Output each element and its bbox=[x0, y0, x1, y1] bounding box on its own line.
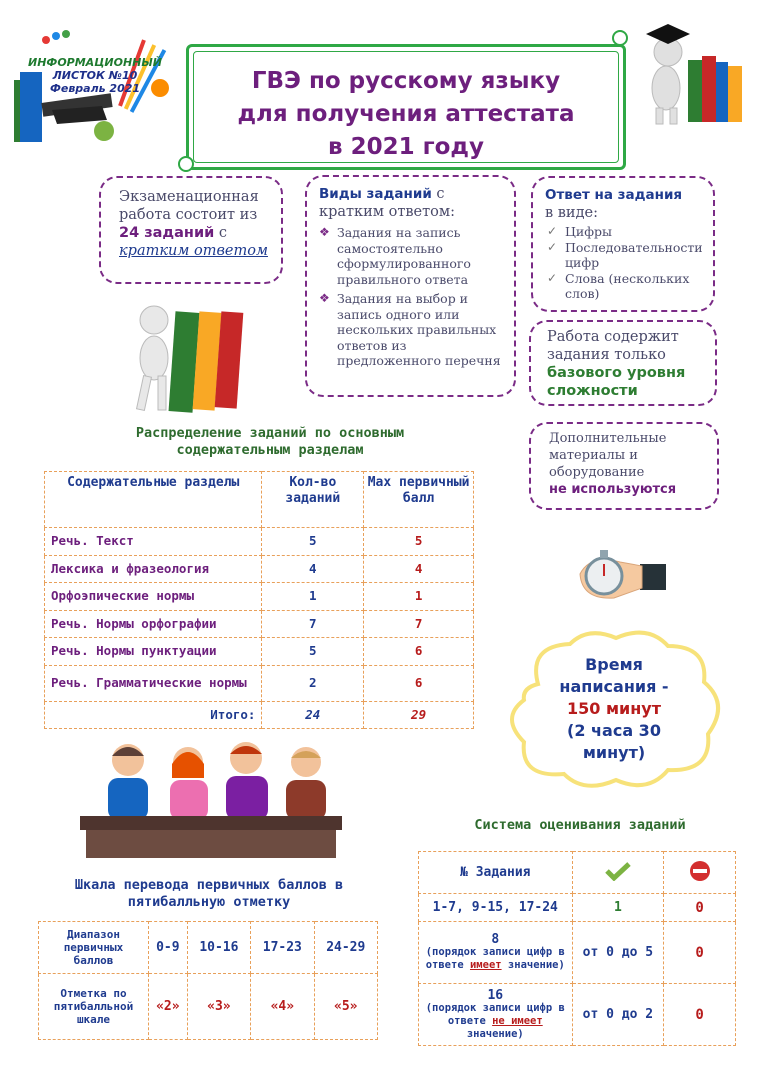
stopwatch-icon bbox=[560, 540, 666, 610]
task-note-mark: не имеет bbox=[492, 1014, 543, 1027]
exam-text-2: с bbox=[218, 225, 228, 241]
wrong-score: 0 bbox=[664, 922, 736, 984]
table-row bbox=[419, 984, 736, 1046]
score-range: 10-16 bbox=[187, 922, 250, 974]
extra-materials-bold: не используются bbox=[549, 482, 677, 497]
grade-value: «2» bbox=[149, 974, 188, 1040]
distribution-table bbox=[44, 471, 474, 729]
wrong-column-header bbox=[664, 852, 736, 894]
title-line2: для получения аттестата bbox=[237, 101, 575, 127]
task-number: 8 bbox=[491, 932, 500, 947]
correct-score: 1 bbox=[572, 894, 664, 922]
task-type-item: ❖ Задания на запись самостоятельно сформулированного правильного ответа bbox=[319, 225, 506, 287]
time-line5: минут) bbox=[582, 743, 646, 762]
exam-task-count: 24 заданий bbox=[119, 225, 215, 241]
table-row bbox=[419, 894, 736, 922]
column-header: № Задания bbox=[419, 852, 573, 894]
basic-level-box bbox=[529, 320, 717, 406]
basic-level-text: Работа содержит задания только bbox=[547, 329, 679, 363]
task-note-end: значение) bbox=[507, 959, 565, 971]
task-types-box bbox=[305, 175, 516, 397]
total-label: Итого: bbox=[45, 701, 262, 729]
task-types-heading-rest: с кратким ответом: bbox=[319, 186, 456, 220]
scale-heading: Шкала перевода первичных баллов в пятибалльную отметку bbox=[74, 877, 344, 910]
students-at-desk-icon bbox=[80, 738, 350, 860]
score-range: 0-9 bbox=[149, 922, 188, 974]
correct-column-header bbox=[572, 852, 664, 894]
table-total-row bbox=[45, 701, 474, 729]
evaluation-table bbox=[418, 851, 736, 1046]
table-row bbox=[45, 583, 474, 611]
task-count: 1 bbox=[262, 583, 364, 611]
task-count: 5 bbox=[262, 528, 364, 556]
table-row bbox=[45, 638, 474, 666]
table-row bbox=[45, 610, 474, 638]
time-text bbox=[498, 654, 730, 764]
task-note-mark: имеет bbox=[469, 959, 502, 971]
time-line4: (2 часа 30 bbox=[567, 721, 661, 740]
extra-materials-text: Дополнительные материалы и оборудование bbox=[549, 431, 667, 480]
section-name: Речь. Текст bbox=[45, 528, 262, 556]
answer-heading-rest: в виде: bbox=[545, 205, 598, 221]
graduate-with-books-icon bbox=[640, 16, 750, 128]
correct-score: от 0 до 2 bbox=[572, 984, 664, 1046]
grade-value: «4» bbox=[251, 974, 314, 1040]
task-types-heading: Виды заданий bbox=[319, 186, 432, 202]
task-note: (порядок записи цифр в ответе bbox=[425, 946, 565, 971]
task-count: 7 bbox=[262, 610, 364, 638]
task-count: 5 bbox=[262, 638, 364, 666]
score-range: 17-23 bbox=[251, 922, 314, 974]
task-note-end: значение) bbox=[466, 1027, 524, 1040]
basic-level-bold: базового уровня сложности bbox=[547, 365, 686, 399]
max-score: 6 bbox=[364, 638, 474, 666]
wrong-score: 0 bbox=[664, 894, 736, 922]
column-header: Содержательные разделы bbox=[45, 472, 262, 528]
exam-text-1: Экзаменационная работа состоит из bbox=[119, 189, 259, 223]
task-count: 2 bbox=[262, 665, 364, 701]
title-line3: в 2021 году bbox=[328, 134, 484, 160]
max-score: 6 bbox=[364, 665, 474, 701]
section-name: Речь. Грамматические нормы bbox=[45, 665, 262, 701]
answer-format-list bbox=[545, 224, 707, 302]
scroll-curl-icon bbox=[178, 156, 194, 172]
table-row bbox=[39, 974, 378, 1040]
task-types-list bbox=[319, 225, 506, 369]
badge-text bbox=[20, 56, 170, 95]
task-cell bbox=[419, 984, 573, 1046]
answer-heading: Ответ на задания bbox=[545, 187, 683, 203]
grade-label: Отметка по пятибалльной шкале bbox=[39, 974, 149, 1040]
time-line3: 150 минут bbox=[566, 699, 661, 718]
table-row bbox=[45, 555, 474, 583]
exam-answer-type: кратким ответом bbox=[119, 243, 268, 259]
title-line1: ГВЭ по русскому языку bbox=[251, 68, 561, 94]
time-line1: Время bbox=[585, 655, 643, 674]
section-name: Речь. Нормы орфографии bbox=[45, 610, 262, 638]
no-entry-icon bbox=[689, 860, 711, 882]
range-label: Диапазон первичных баллов bbox=[39, 922, 149, 974]
scroll-curl-icon bbox=[612, 30, 628, 46]
evaluation-heading: Система оценивания заданий bbox=[474, 817, 686, 833]
total-max: 29 bbox=[364, 701, 474, 729]
title-frame bbox=[186, 44, 626, 170]
badge-line1: ИНФОРМАЦИОННЫЙ bbox=[28, 56, 162, 69]
answer-format-item: ✓ Последовательности цифр bbox=[545, 240, 707, 271]
table-header-row bbox=[419, 852, 736, 894]
time-cloud bbox=[498, 624, 730, 794]
task-numbers: 1-7, 9-15, 17-24 bbox=[419, 894, 573, 922]
grade-value: «5» bbox=[314, 974, 377, 1040]
table-row bbox=[39, 922, 378, 974]
column-header: Кол-во заданий bbox=[262, 472, 364, 528]
page-title bbox=[189, 65, 623, 164]
section-name: Орфоэпические нормы bbox=[45, 583, 262, 611]
task-type-item: ❖ Задания на выбор и запись одного или нескольких правильных ответов из предложенного перечня bbox=[319, 291, 506, 369]
table-row bbox=[419, 922, 736, 984]
max-score: 7 bbox=[364, 610, 474, 638]
score-range: 24-29 bbox=[314, 922, 377, 974]
table-row bbox=[45, 528, 474, 556]
max-score: 5 bbox=[364, 528, 474, 556]
title-scroll bbox=[178, 30, 634, 170]
section-name: Речь. Нормы пунктуации bbox=[45, 638, 262, 666]
grade-value: «3» bbox=[187, 974, 250, 1040]
figure-with-binders-icon bbox=[124, 298, 254, 416]
answer-format-box bbox=[531, 176, 715, 312]
extra-materials-box bbox=[529, 422, 719, 510]
scale-table bbox=[38, 921, 378, 1040]
max-score: 1 bbox=[364, 583, 474, 611]
section-name: Лексика и фразеология bbox=[45, 555, 262, 583]
task-cell bbox=[419, 922, 573, 984]
badge-line3: Февраль 2021 bbox=[49, 82, 141, 95]
exam-info-box bbox=[99, 176, 283, 284]
max-score: 4 bbox=[364, 555, 474, 583]
info-badge bbox=[12, 28, 170, 148]
column-header: Max первичный балл bbox=[364, 472, 474, 528]
task-count: 4 bbox=[262, 555, 364, 583]
table-header-row bbox=[45, 472, 474, 528]
answer-format-item: ✓ Слова (нескольких слов) bbox=[545, 271, 707, 302]
total-count: 24 bbox=[262, 701, 364, 729]
table-row bbox=[45, 665, 474, 701]
wrong-score: 0 bbox=[664, 984, 736, 1046]
checkmark-icon bbox=[605, 861, 631, 881]
badge-line2: ЛИСТОК №10 bbox=[52, 69, 138, 82]
correct-score: от 0 до 5 bbox=[572, 922, 664, 984]
task-number: 16 bbox=[487, 987, 504, 1003]
distribution-heading: Распределение заданий по основным содержательным разделам bbox=[135, 425, 405, 458]
task-note: (порядок записи цифр в ответе bbox=[425, 1001, 565, 1027]
answer-format-item: ✓ Цифры bbox=[545, 224, 707, 240]
time-line2: написания - bbox=[559, 677, 669, 696]
